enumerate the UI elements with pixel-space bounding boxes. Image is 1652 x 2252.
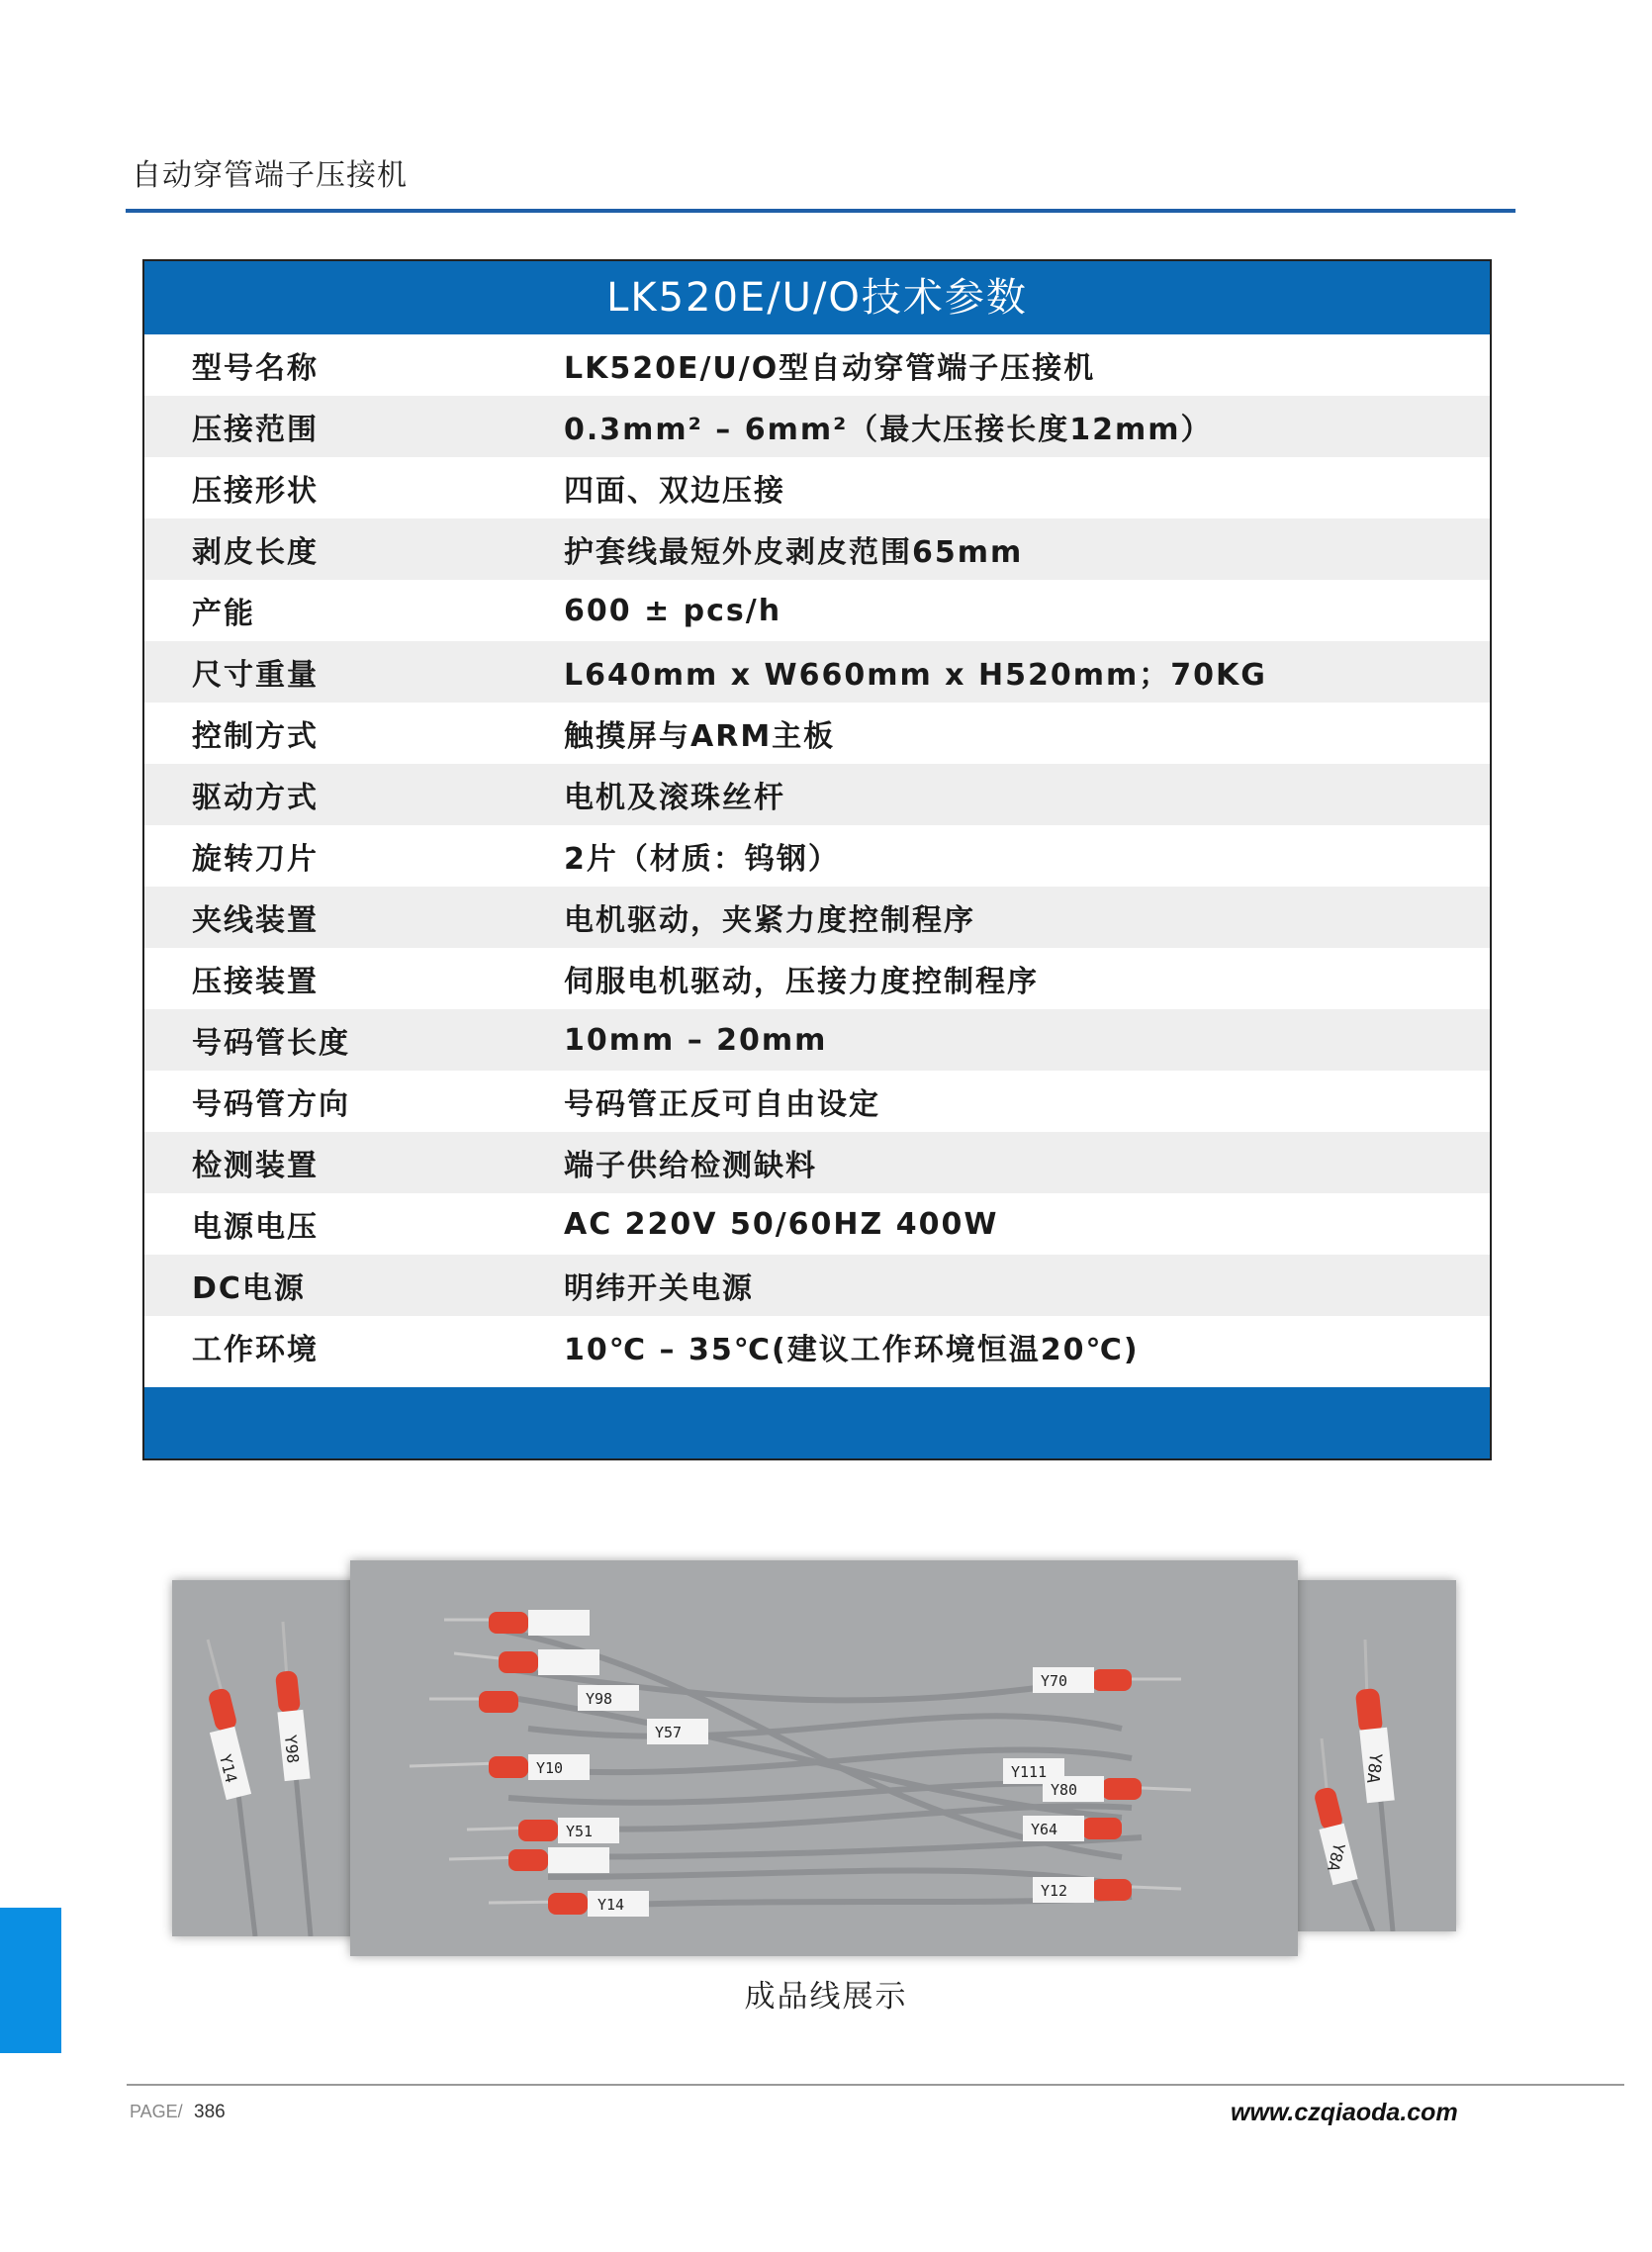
spec-row bbox=[144, 457, 1490, 518]
spec-key: 旋转刀片 bbox=[192, 842, 319, 877]
spec-key: 压接范围 bbox=[192, 413, 319, 447]
product-photo-strip bbox=[172, 1560, 1456, 1956]
spec-row bbox=[144, 580, 1490, 641]
spec-value: 电机及滚珠丝杆 bbox=[564, 781, 785, 815]
spec-value: 2片（材质：钨钢） bbox=[564, 842, 840, 877]
spec-value: 号码管正反可自由设定 bbox=[564, 1087, 880, 1122]
website-url: www.czqiaoda.com bbox=[1231, 2099, 1458, 2126]
spec-table-footer-bar bbox=[144, 1387, 1490, 1458]
photo-left bbox=[172, 1580, 360, 1936]
photo-center bbox=[350, 1560, 1298, 1956]
spec-row bbox=[144, 1009, 1490, 1071]
photo-center-label-4: Y111 bbox=[1011, 1763, 1048, 1781]
spec-key: 号码管长度 bbox=[192, 1026, 350, 1061]
spec-table-title: LK520E/U/O技术参数 bbox=[144, 261, 1490, 334]
spec-value: 触摸屏与ARM主板 bbox=[564, 719, 836, 754]
spec-row bbox=[144, 1193, 1490, 1255]
spec-row bbox=[144, 887, 1490, 948]
spec-key: 压接形状 bbox=[192, 474, 319, 509]
spec-value: 电机驱动，夹紧力度控制程序 bbox=[564, 903, 975, 938]
photo-center-label-6: Y64 bbox=[1031, 1821, 1058, 1838]
photo-center-label-5: Y80 bbox=[1051, 1781, 1078, 1799]
page-number: 386 bbox=[194, 2102, 226, 2122]
spec-value: 护套线最短外皮剥皮范围65mm bbox=[564, 535, 1024, 570]
spec-key: DC电源 bbox=[192, 1271, 306, 1306]
photo-center-label-9: Y10 bbox=[536, 1759, 564, 1777]
photo-left-label-1: Y98 bbox=[280, 1734, 303, 1765]
spec-key: 剥皮长度 bbox=[192, 535, 319, 570]
photo-center-label-8: Y51 bbox=[566, 1823, 594, 1840]
spec-value: AC 220V 50/60HZ 400W bbox=[564, 1206, 999, 1242]
spec-row bbox=[144, 1316, 1490, 1377]
page-label: PAGE/ bbox=[130, 2102, 183, 2121]
spec-row bbox=[144, 334, 1490, 396]
photo-center-label-0: Y14 bbox=[597, 1896, 625, 1914]
photo-right-graphic bbox=[1298, 1580, 1456, 1931]
spec-key: 检测装置 bbox=[192, 1149, 319, 1183]
spec-value: 600 ± pcs/h bbox=[564, 593, 782, 628]
spec-table bbox=[142, 259, 1492, 1460]
photo-right-label-0: Y8A bbox=[1362, 1751, 1386, 1785]
spec-value: 四面、双边压接 bbox=[564, 474, 785, 509]
spec-key: 工作环境 bbox=[192, 1333, 319, 1367]
photo-center-label-7: Y12 bbox=[1041, 1882, 1068, 1900]
spec-key: 夹线装置 bbox=[192, 903, 319, 938]
spec-key: 型号名称 bbox=[192, 351, 319, 386]
spec-value: L640mm x W660mm x H520mm；70KG bbox=[564, 658, 1267, 693]
spec-value: LK520E/U/O型自动穿管端子压接机 bbox=[564, 351, 1096, 386]
photo-right-label-1: Y8A bbox=[1323, 1840, 1349, 1874]
spec-value: 10℃ – 35℃(建议工作环境恒温20℃) bbox=[564, 1333, 1140, 1367]
spec-key: 控制方式 bbox=[192, 719, 319, 754]
spec-value: 0.3mm² – 6mm²（最大压接长度12mm） bbox=[564, 413, 1213, 447]
header-divider bbox=[126, 209, 1515, 213]
photo-left-label-0: Y14 bbox=[215, 1752, 241, 1785]
spec-row bbox=[144, 1132, 1490, 1193]
photo-center-graphic bbox=[350, 1560, 1298, 1956]
spec-key: 产能 bbox=[192, 597, 255, 631]
spec-row bbox=[144, 825, 1490, 887]
spec-key: 压接装置 bbox=[192, 965, 319, 999]
spec-row bbox=[144, 396, 1490, 457]
photo-left-graphic bbox=[172, 1580, 360, 1936]
spec-value: 端子供给检测缺料 bbox=[564, 1149, 817, 1183]
spec-key: 电源电压 bbox=[192, 1210, 319, 1245]
spec-value: 10mm – 20mm bbox=[564, 1022, 828, 1058]
spec-row bbox=[144, 764, 1490, 825]
spec-row bbox=[144, 518, 1490, 580]
spec-row bbox=[144, 703, 1490, 764]
photo-caption: 成品线展示 bbox=[744, 1979, 908, 2015]
spec-key: 号码管方向 bbox=[192, 1087, 350, 1122]
spec-key: 驱动方式 bbox=[192, 781, 319, 815]
side-tab-marker bbox=[0, 1908, 61, 2053]
spec-row bbox=[144, 1071, 1490, 1132]
footer-divider bbox=[127, 2084, 1624, 2086]
spec-value: 伺服电机驱动，压接力度控制程序 bbox=[564, 965, 1039, 999]
spec-row bbox=[144, 948, 1490, 1009]
photo-right bbox=[1298, 1580, 1456, 1931]
section-title: 自动穿管端子压接机 bbox=[132, 158, 408, 193]
spec-row bbox=[144, 1255, 1490, 1316]
photo-center-label-2: Y57 bbox=[655, 1724, 683, 1741]
spec-value: 明纬开关电源 bbox=[564, 1271, 754, 1306]
photo-center-label-1: Y98 bbox=[586, 1690, 613, 1708]
spec-row bbox=[144, 641, 1490, 703]
spec-table-rows bbox=[144, 334, 1490, 1377]
spec-key: 尺寸重量 bbox=[192, 658, 319, 693]
photo-center-label-3: Y70 bbox=[1041, 1672, 1068, 1690]
